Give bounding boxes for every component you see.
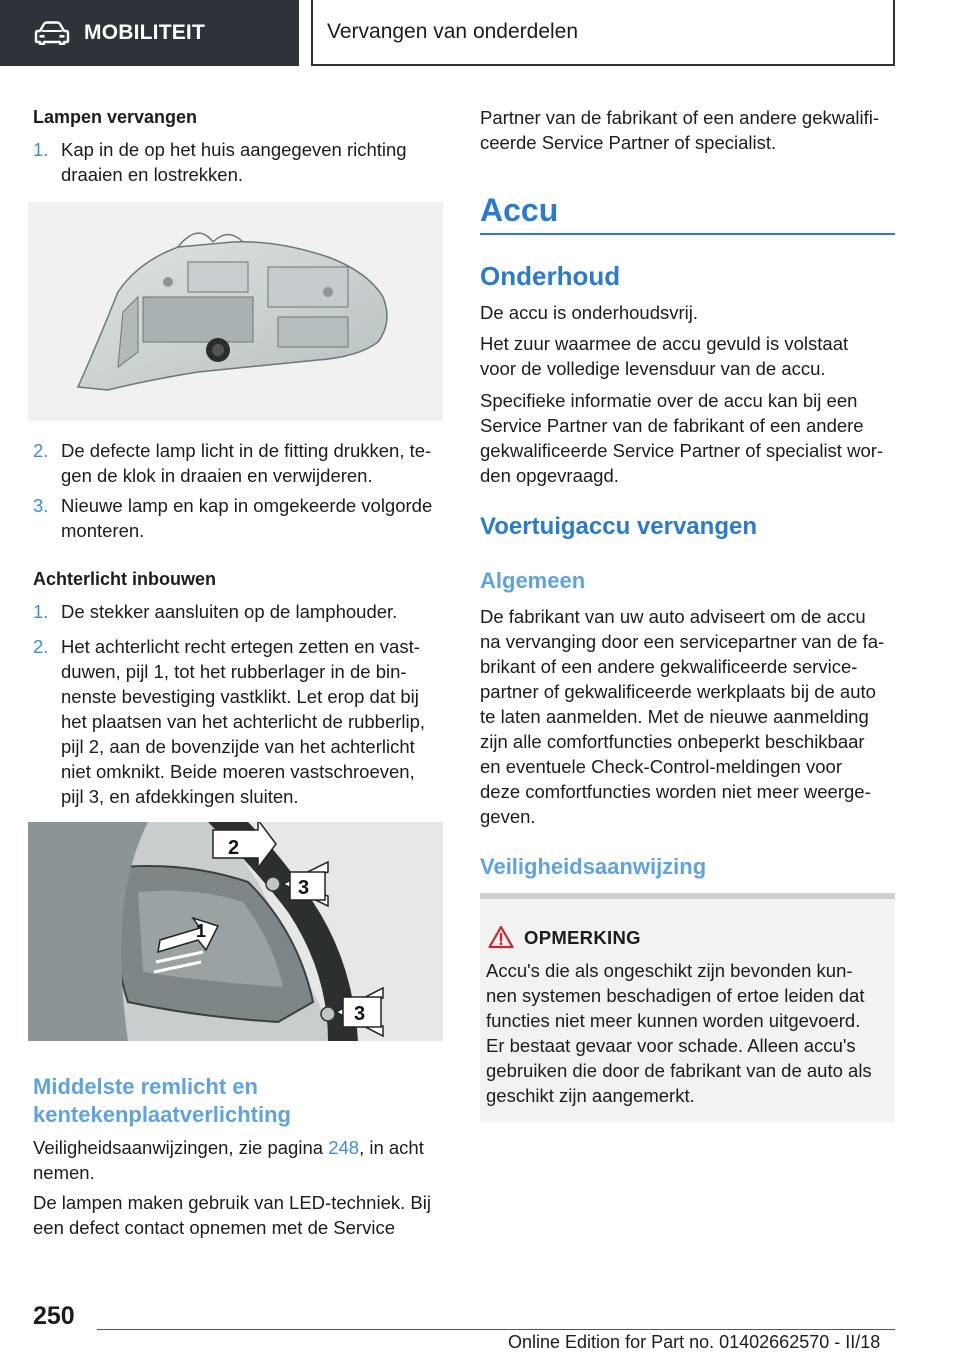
- arrow-label-3a: 3: [298, 877, 310, 899]
- taillight-illustration: [28, 822, 443, 1041]
- step-text: pijl 3, en afdekkingen sluiten.: [61, 786, 299, 807]
- chapter-header: [311, 0, 895, 66]
- step-text: De defecte lamp licht in de fitting drukken, te-: [61, 440, 432, 461]
- text-line: Specifieke informatie over de accu kan bij een: [480, 390, 858, 411]
- heading-line: kentekenplaatverlichting: [33, 1102, 291, 1127]
- page-link-248[interactable]: 248: [328, 1137, 360, 1158]
- algemeen-paragraph: [480, 604, 895, 829]
- text-line: te laten aanmelden. Met de nieuwe aanmelding: [480, 706, 869, 727]
- step-text: Nieuwe lamp en kap in omgekeerde volgorde: [61, 495, 433, 516]
- text-line: deze comfortfuncties worden niet meer weerge-: [480, 781, 871, 802]
- text-line: Accu's die als ongeschikt zijn bevonden kun-: [486, 960, 853, 981]
- step-text: draaien en lostrekken.: [61, 164, 244, 185]
- step-text: De stekker aansluiten op de lamphouder.: [61, 601, 398, 622]
- veiligheidsaanwijzing-heading: Veiligheidsaanwijzing: [480, 854, 707, 879]
- text-line: en eventuele Check-Control-meldingen voor: [480, 756, 842, 777]
- middelste-paragraph-2: [33, 1190, 443, 1240]
- chapter-title: Vervangen van onderdelen: [327, 20, 579, 43]
- onderhoud-paragraph-1: De accu is onderhoudsvrij.: [480, 302, 698, 323]
- page-number: 250: [33, 1302, 75, 1330]
- text-line: een defect contact opnemen met de Service: [33, 1217, 395, 1238]
- notice-box: [480, 893, 895, 1122]
- footer-rule: [97, 1329, 895, 1330]
- accu-heading: Accu: [480, 192, 559, 228]
- text-line: geven.: [480, 806, 536, 827]
- step-number: 2.: [33, 440, 49, 461]
- step-text: duwen, pijl 1, tot het rubberlager in de bin-: [61, 661, 407, 682]
- text-line: zijn alle comfortfuncties onbeperkt beschikbaar: [480, 731, 865, 752]
- text-line: Het zuur waarmee de accu gevuld is volstaat: [480, 333, 849, 354]
- lamp-housing-illustration: [28, 202, 443, 421]
- text-line: ceerde Service Partner of specialist.: [480, 132, 777, 153]
- step-text: gen de klok in draaien en verwijderen.: [61, 465, 373, 486]
- step-text: het plaatsen van het achterlicht de rubberlip,: [61, 711, 426, 732]
- step-text: Kap in de op het huis aangegeven richting: [61, 139, 407, 160]
- heading-rule: [480, 233, 895, 235]
- arrow-label-2: 2: [228, 837, 240, 859]
- warning-triangle-icon: [488, 925, 514, 949]
- arrow-label-1: 1: [196, 921, 207, 941]
- onderhoud-paragraph-2: [480, 331, 895, 381]
- lampen-vervangen-title: Lampen vervangen: [33, 107, 198, 127]
- text-line: voor de volledige levensduur van de accu.: [480, 358, 826, 379]
- text-line: na vervanging door een servicepartner van de fa-: [480, 631, 885, 652]
- notice-title: OPMERKING: [524, 927, 641, 948]
- step-text: pijl 2, aan de bovenzijde van het achterlicht: [61, 736, 415, 757]
- onderhoud-paragraph-3: [480, 388, 895, 488]
- notice-body: [486, 958, 886, 1108]
- step-number: 3.: [33, 495, 49, 516]
- text-line: De lampen maken gebruik van LED-techniek. Bij: [33, 1192, 431, 1213]
- text-line: gebruiken die door de fabrikant van de auto als: [486, 1060, 872, 1081]
- step-text: Het achterlicht recht ertegen zetten en vast-: [61, 636, 420, 657]
- lamp-housing-figure: [28, 202, 443, 421]
- car-icon: [34, 21, 70, 45]
- text-line: Er bestaat gevaar voor schade. Alleen accu's: [486, 1035, 856, 1056]
- step-text: niet omknikt. Beide moeren vastschroeven,: [61, 761, 415, 782]
- text-line: geschikt zijn aangemerkt.: [486, 1085, 695, 1106]
- step-text: nenste bevestiging vastklikt. Let erop dat bij: [61, 686, 419, 707]
- text-line: Partner van de fabrikant of een andere gekwalifi-: [480, 107, 880, 128]
- text-line: partner of gekwalificeerde werkplaats bij de auto: [480, 681, 876, 702]
- text-line: brikant of een andere gekwalificeerde service-: [480, 656, 858, 677]
- onderhoud-heading: Onderhoud: [480, 261, 621, 291]
- text-span: , in acht: [359, 1137, 424, 1158]
- heading-line: Middelste remlicht en: [33, 1074, 258, 1099]
- text-line: gekwalificeerde Service Partner of specialist wor-: [480, 440, 884, 461]
- voertuigaccu-heading: Voertuigaccu vervangen: [480, 513, 757, 540]
- algemeen-heading: Algemeen: [480, 568, 586, 593]
- text-line: nemen.: [33, 1162, 95, 1183]
- text-line: Service Partner van de fabrikant of een andere: [480, 415, 864, 436]
- text-span: Veiligheidsaanwijzingen, zie pagina: [33, 1137, 329, 1158]
- middelste-paragraph-1: [33, 1135, 443, 1185]
- text-line: nen systemen beschadigen of ertoe leiden dat: [486, 985, 865, 1006]
- footer-edition: Online Edition for Part no. 01402662570 - II/18: [508, 1332, 881, 1352]
- section-tab: [0, 0, 299, 66]
- step-number: 1.: [33, 601, 49, 622]
- step-text: monteren.: [61, 520, 145, 541]
- text-line: De fabrikant van uw auto adviseert om de accu: [480, 606, 866, 627]
- step-number: 1.: [33, 139, 49, 160]
- middelste-remlicht-heading: [33, 1073, 443, 1129]
- achterlicht-title: Achterlicht inbouwen: [33, 569, 217, 589]
- step-number: 2.: [33, 636, 49, 657]
- arrow-label-3b: 3: [354, 1003, 366, 1025]
- section-label: MOBILITEIT: [84, 21, 205, 44]
- text-line: functies niet meer kunnen worden uitgevoerd.: [486, 1010, 861, 1031]
- text-line: den opgevraagd.: [480, 465, 619, 486]
- continued-paragraph: [480, 105, 895, 155]
- taillight-figure: [28, 822, 443, 1041]
